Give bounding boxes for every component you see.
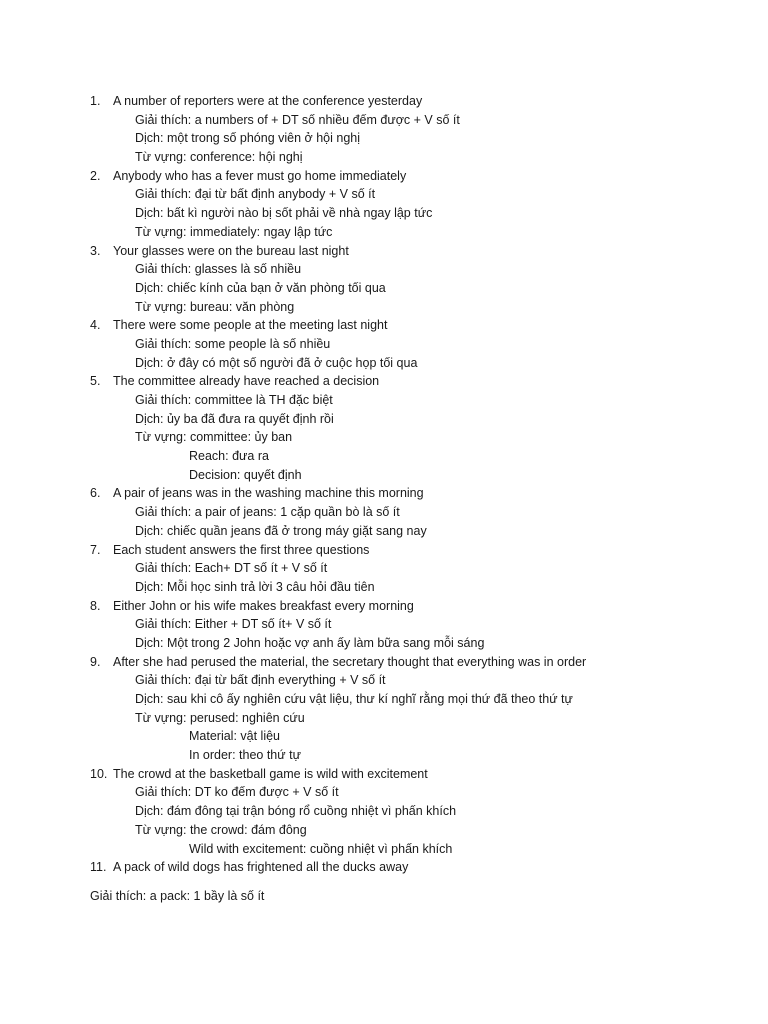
item-number: 7. [90,542,101,557]
item-sentence: A pack of wild dogs has frightened all the ducks away [113,860,409,875]
translation-line: Dịch: một trong số phóng viên ở hội nghị [135,131,360,146]
item-number: 8. [90,598,101,613]
list-item [0,765,768,784]
item-sentence: A pair of jeans was in the washing machine this morning [113,486,424,501]
list-item [0,858,768,877]
vocabulary-line: Từ vựng: perused: nghiên cứu [135,710,305,725]
item-sentence: Your glasses were on the bureau last night [113,243,349,258]
item-sentence: The committee already have reached a decision [113,374,380,389]
translation-line: Dịch: ở đây có một số người đã ở cuộc họp tối qua [135,355,418,370]
explanation-line: Giải thích: DT ko đếm được + V số ít [135,785,339,800]
paragraph-gap [0,877,768,887]
explanation-line: Giải thích: a numbers of + DT số nhiều đếm được + V số ít [135,112,460,127]
explanation-line: Giải thích: đại từ bất định anybody + V số ít [135,187,376,202]
list-item [0,372,768,391]
vocabulary-extra-line: Material: vật liệu [189,729,281,744]
item-number: 11. [90,860,107,875]
explanation-line: Giải thích: đại từ bất định everything + V số ít [135,673,386,688]
list-item [0,484,768,503]
vocabulary-line: Từ vựng: the crowd: đám đông [135,822,307,837]
item-sentence: Either John or his wife makes breakfast every morning [113,598,414,613]
list-item [0,653,768,672]
explanation-line: Giải thích: Each+ DT số ít + V số ít [135,561,328,576]
explanation-line: Giải thích: committee là TH đặc biệt [135,393,333,407]
vocabulary-line: Từ vựng: conference: hội nghị [135,150,303,165]
item-number: 9. [90,654,101,669]
explanation-line: Giải thích: some people là số nhiều [135,336,331,351]
vocabulary-line: Từ vựng: committee: ủy ban [135,430,293,445]
translation-line: Dịch: chiếc kính của bạn ở văn phòng tối qua [135,280,386,295]
document-body [0,92,768,906]
vocabulary-extra-line: In order: theo thứ tự [189,748,301,763]
item-number: 6. [90,486,101,501]
vocabulary-extra-line: Wild with excitement: cuồng nhiệt vì phấn khích [189,841,453,856]
list-item [0,242,768,261]
item-sentence: After she had perused the material, the secretary thought that everything was in order [113,654,587,669]
list-item [0,316,768,335]
item-sentence: The crowd at the basketball game is wild with excitement [113,766,428,781]
item-number: 2. [90,168,101,183]
translation-line: Dịch: bất kì người nào bị sốt phải về nhà ngay lập tức [135,206,433,221]
list-item [0,167,768,186]
translation-line: Dịch: Mỗi học sinh trả lời 3 câu hỏi đầu tiên [135,579,375,594]
translation-line: Dịch: sau khi cô ấy nghiên cứu vật liệu, thư kí nghĩ rằng mọi thứ đã theo thứ tự [135,692,573,706]
translation-line: Dịch: chiếc quần jeans đã ở trong máy giặt sang nay [135,523,427,538]
item-sentence: There were some people at the meeting last night [113,318,388,333]
trailing-explanation: Giải thích: a pack: 1 bầy là số ít [90,888,265,903]
item-number: 10. [90,766,108,781]
item-sentence: Anybody who has a fever must go home immediately [113,168,407,183]
item-number: 5. [90,374,101,389]
item-number: 3. [90,243,101,258]
translation-line: Dịch: Một trong 2 John hoặc vợ anh ấy làm bữa sang mỗi sáng [135,635,485,650]
explanation-line: Giải thích: glasses là số nhiều [135,262,302,277]
explanation-line: Giải thích: a pair of jeans: 1 cặp quần bò là số ít [135,505,400,520]
list-item [0,541,768,560]
item-sentence: A number of reporters were at the conference yesterday [113,94,423,108]
item-sentence: Each student answers the first three questions [113,542,370,557]
vocabulary-extra-line: Decision: quyết định [189,467,302,482]
vocabulary-extra-line: Reach: đưa ra [189,449,269,464]
item-number: 1. [90,94,101,108]
translation-line: Dịch: đám đông tại trận bóng rổ cuồng nhiệt vì phấn khích [135,804,457,819]
vocabulary-line: Từ vựng: bureau: văn phòng [135,299,295,314]
explanation-line: Giải thích: Either + DT số ít+ V số ít [135,617,332,632]
list-item [0,597,768,616]
list-item [0,92,768,111]
vocabulary-line: Từ vựng: immediately: ngay lập tức [135,224,333,239]
item-number: 4. [90,318,101,333]
translation-line: Dịch: ủy ba đã đưa ra quyết định rồi [135,411,334,426]
